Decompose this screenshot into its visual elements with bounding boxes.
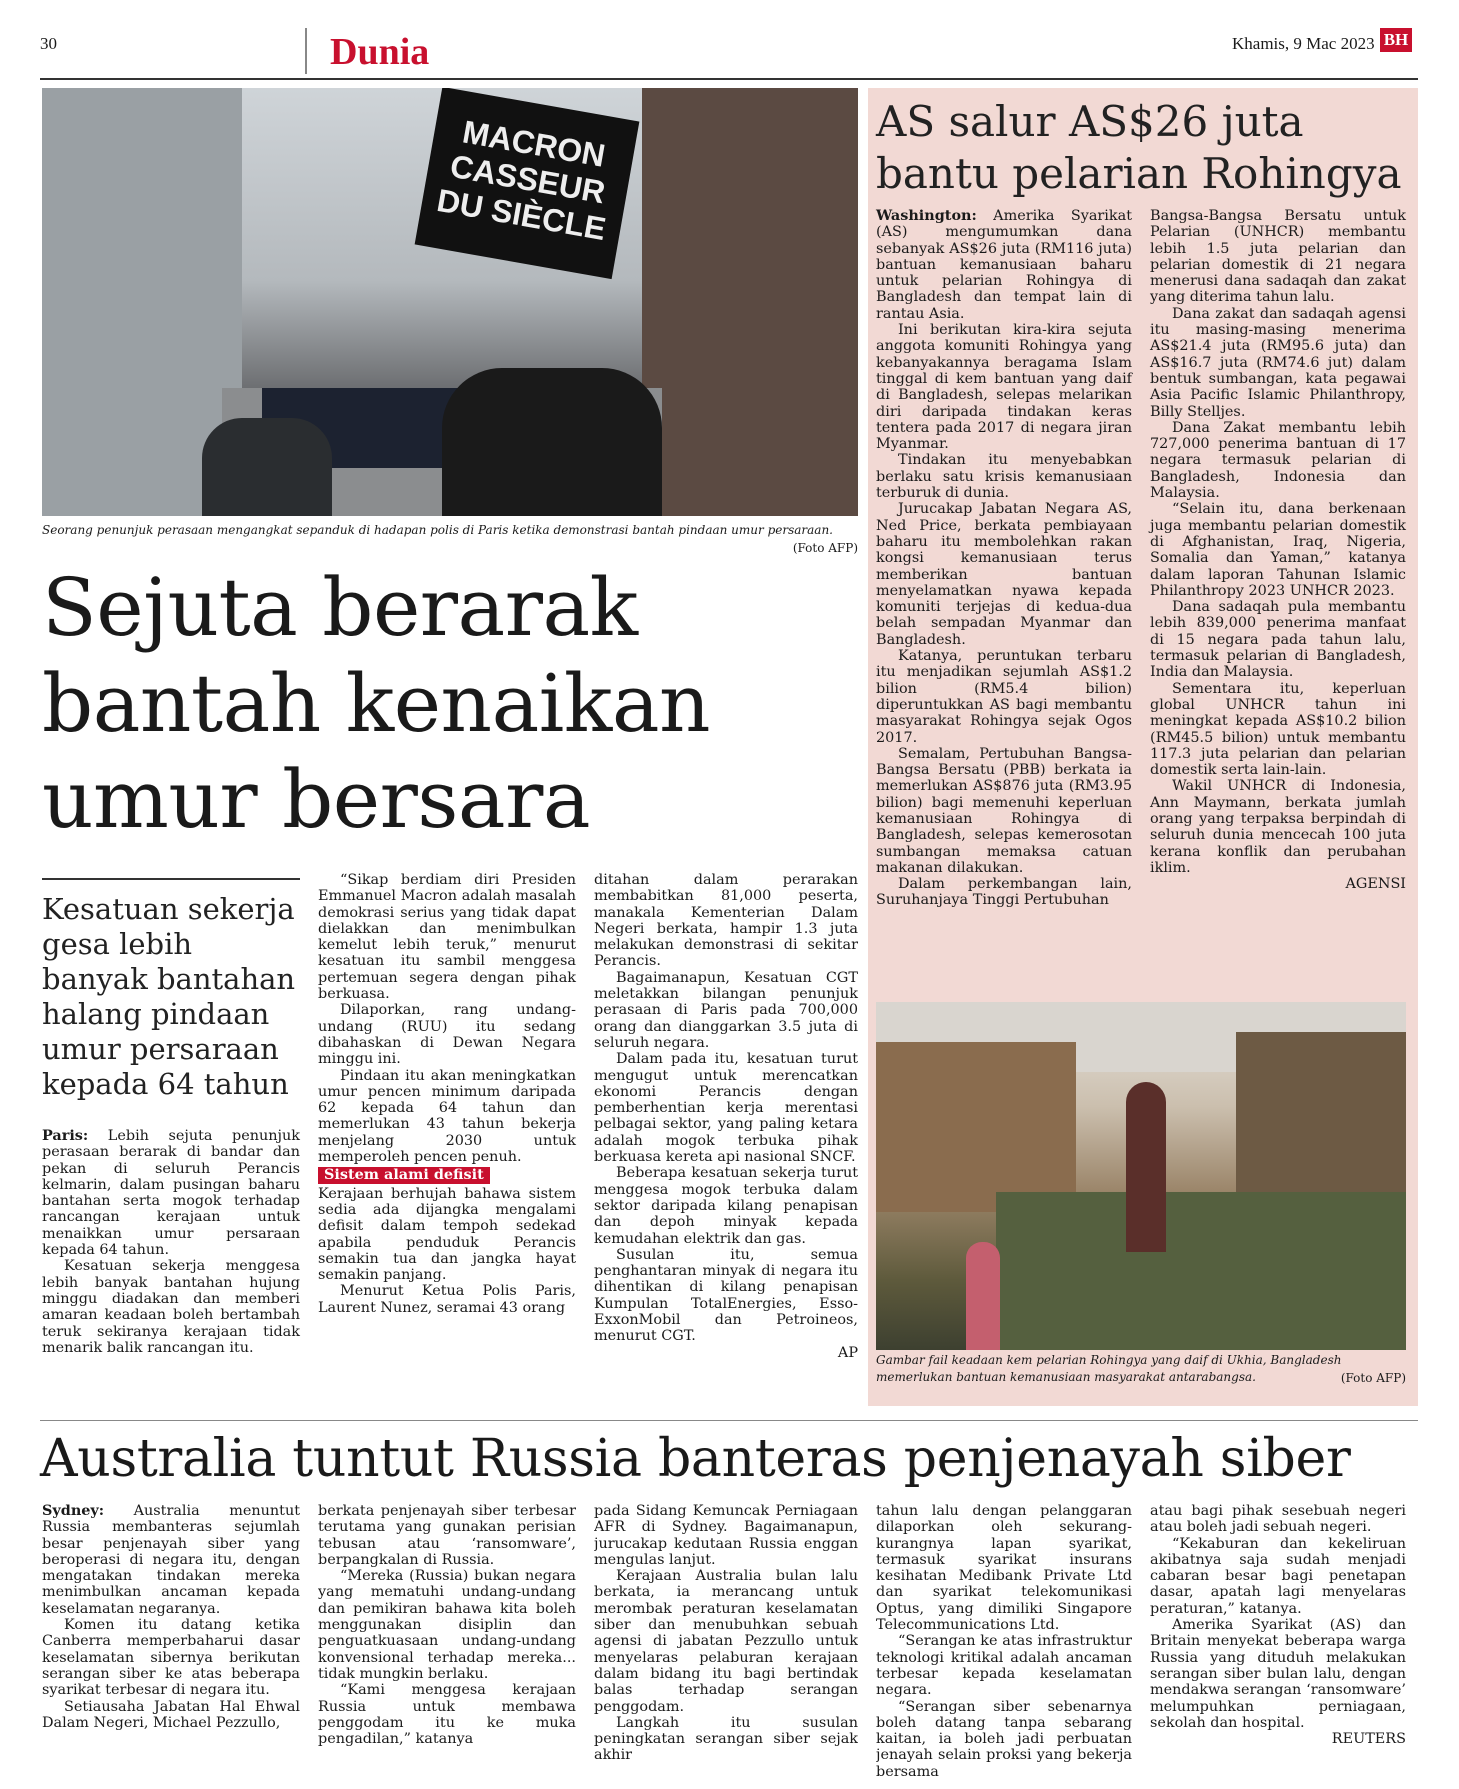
protest-sign: MACRON CASSEUR DU SIÈCLE (415, 88, 640, 279)
dateline: Paris: (42, 1127, 89, 1144)
subheadline: Kesatuan sekerja gesa lebih banyak bantahan halang pindaan umur persaraan kepada 64 tahun (42, 892, 296, 1101)
paragraph: Dilaporkan, rang undang-undang (RUU) itu sedang dibahaskan di Dewan Negara minggu ini. (318, 1002, 576, 1068)
paragraph (42, 1128, 300, 1258)
photo-hut-left (876, 1042, 1076, 1212)
paragraph: “Sikap berdiam diri Presiden Emmanuel Macron adalah masalah demokrasi serius yang tidak dapat dielakkan dan menimbulkan kemelut lebih teruk,” menurut kesatuan itu sambil menggesa pertemuan segera dengan pihak berkuasa. (318, 872, 576, 1003)
photo-protester (442, 368, 662, 516)
main-story-column-1 (42, 1128, 300, 1356)
paragraph: Ini berikutan kira-kira sejuta anggota komuniti Rohingya yang kebanyakannya beragama Islam tinggal di kem bantuan yang daif di Bangladesh, selepas melarikan diri daripada tindakan keras tentera pada 2017 di negara jiran Myanmar. (876, 322, 1132, 453)
paragraph: Tindakan itu menyebabkan berlaku satu krisis kemanusiaan terburuk di dunia. (876, 452, 1132, 502)
paragraph: Dalam perkembangan lain, Suruhanjaya Tinggi Pertubuhan (876, 876, 1132, 909)
paragraph: Dalam pada itu, kesatuan turut mengugut untuk merencatkan ekonomi Perancis dengan pemberhentian kerja merentasi pelbagai sektor, yang paling ketara adalah mogok terbuka pihak berkuasa kereta api nasional SNCF. (594, 1051, 858, 1166)
paragraph: Langkah itu susulan peningkatan serangan siber sejak akhir (594, 1714, 858, 1764)
main-story-column-3 (594, 872, 858, 1361)
paragraph: Jurucakap Jabatan Negara AS, Ned Price, berkata pembiayaan baharu itu membolehkan rakan kongsi kemanusiaan terus memberikan bantuan menyelamatkan nyawa kepada komuniti terjejas di kedua-dua belah sempadan Myanmar dan Bangladesh. (876, 501, 1132, 648)
paragraph: Dana zakat dan sadaqah agensi itu masing-masing menerima AS$21.4 juta (RM95.6 juta) dan AS$16.7 juta (RM74.6 jut) dalam bentuk sumbangan, kata pegawai Asia Pacific Islamic Philanthropy, Billy Stelljes. (1150, 305, 1406, 420)
section-title: Dunia (330, 31, 430, 73)
paragraph: Amerika Syarikat (AS) dan Britain menyekat beberapa warga Russia yang dituduh melakukan serangan siber bulan lalu, dengan mendakwa serangan ‘ransomware’ melumpuhkan perniagaan, sekolah dan hospital. (1150, 1617, 1406, 1731)
paragraph-text: Amerika Syarikat (AS) mengumumkan dana sebanyak AS$26 juta (RM116 juta) bantuan kemanusiaan baharu untuk pelarian Rohingya di Bangladesh dan tempat lain di rantau Asia. (876, 208, 1132, 322)
paragraph: tahun lalu dengan pelanggaran dilaporkan oleh sekurang-kurangnya lapan syarikat, termasuk syarikat insurans kesihatan Medibank Private Ltd dan syarikat telekomunikasi Optus, yang dimiliki Singapore Telecommunications Ltd. (876, 1503, 1132, 1634)
paragraph: berkata penjenayah siber terbesar terutama yang gunakan perisian tebusan atau ‘ransomware’, berpangkalan di Russia. (318, 1503, 576, 1568)
paragraph: Wakil UNHCR di Indonesia, Ann Maymann, berkata jumlah orang yang terpaksa berpindah di seluruh dunia mencecah 100 juta kerana konflik dan perubahan iklim. (1150, 778, 1406, 876)
publication-logo: BH (1380, 28, 1412, 52)
photo-cafe-facade (642, 88, 858, 516)
paragraph-text: Lebih sejuta penunjuk perasaan berarak di bandar dan pekan di seluruh Perancis kelmarin, dalam pusingan baharu bantahan serta mogok terhadap rancangan kerajaan untuk menaikkan umur persaraan kepada 64 tahun. (42, 1128, 300, 1259)
subheadline-rule (42, 878, 300, 880)
sidebar-column-2 (1150, 208, 1406, 892)
paragraph: ditahan dalam perarakan membabitkan 81,000 peserta, manakala Kementerian Dalam Negeri berkata, hampir 1.3 juta melakukan demonstrasi di sekitar Perancis. (594, 872, 858, 970)
paragraph: Kerajaan berhujah bahawa sistem sedia ada dijangka mengalami defisit dalam tempoh sedekad apabila penduduk Perancis semakin tua dan jangka hayat semakin panjang. (318, 1185, 576, 1284)
paragraph: “Serangan ke atas infrastruktur teknologi kritikal adalah ancaman terbesar kepada keselamatan negara. (876, 1633, 1132, 1699)
paragraph-text: Australia menuntut Russia membanteras sejumlah besar penjenayah siber yang beroperasi di negara itu, dengan mengatakan tindakan mereka menimbulkan ancaman kepada keselamatan negaranya. (42, 1503, 300, 1617)
paragraph: Kerajaan Australia bulan lalu berkata, ia merancang untuk merombak peraturan keselamatan siber dan menubuhkan sebuah agensi di jabatan Pezzullo untuk menyelaras pelaburan kerajaan dalam bidang itu bagi bertindak balas terhadap serangan penggodam. (594, 1568, 858, 1715)
refugee-camp-photo (876, 1002, 1406, 1350)
paragraph (876, 208, 1132, 322)
dateline: Sydney: (42, 1503, 105, 1519)
bottom-column-3 (594, 1503, 858, 1789)
section-label: Sistem alami defisit (318, 1167, 490, 1183)
bottom-column-1 (42, 1503, 300, 1789)
bottom-column-2 (318, 1503, 576, 1789)
paragraph: “Kami menggesa kerajaan Russia untuk membawa penggodam itu ke muka pengadilan,” katanya (318, 1682, 576, 1748)
paragraph: Kesatuan sekerja menggesa lebih banyak bantahan hujung minggu diadakan dan memberi amaran keadaan boleh bertambah teruk sekiranya kerajaan tidak menarik balik rancangan itu. (42, 1258, 300, 1356)
paragraph: “Kekaburan dan kekeliruan akibatnya saja sudah menjadi cabaran besar bagi penetapan dasar, apatah lagi menyelaras peraturan,” katanya. (1150, 1535, 1406, 1617)
issue-date: Khamis, 9 Mac 2023 (1232, 34, 1375, 53)
photo-child (966, 1242, 1000, 1350)
byline-agency: AGENSI (1345, 876, 1406, 893)
byline-agency: REUTERS (1331, 1731, 1406, 1748)
bottom-column-4 (876, 1503, 1132, 1789)
paragraph: Setiausaha Jabatan Hal Ehwal Dalam Negeri, Michael Pezzullo, (42, 1698, 300, 1731)
masthead-divider (305, 28, 307, 74)
paragraph: Menurut Ketua Polis Paris, Laurent Nunez, seramai 43 orang (318, 1283, 576, 1316)
dateline: Washington: (876, 207, 977, 224)
paragraph: Semalam, Pertubuhan Bangsa-Bangsa Bersatu (PBB) berkata ia memerlukan AS$876 juta (RM3.95 bilion) bagi memenuhi keperluan kemanusiaan Rohingya di Bangladesh, selepas kemerosotan sumbangan memaksa catuan makanan dilakukan. (876, 745, 1132, 876)
main-story-column-2 (318, 872, 576, 1316)
paragraph: Bangsa-Bangsa Bersatu untuk Pelarian (UNHCR) membantu lebih 1.5 juta pelarian dan pelarian domestik di 21 negara menerusi dana sadaqah dan zakat yang diterima tahun lalu. (1150, 208, 1406, 306)
paragraph: “Mereka (Russia) bukan negara yang mematuhi undang-undang dan pemikiran bahawa kita boleh menggunakan disiplin dan penguatkuasaan undang-undang konvensional terhadap mereka... tidak mungkin berlaku. (318, 1568, 576, 1682)
photo-flooded-path (996, 1192, 1406, 1350)
byline-agency: AP (837, 1344, 858, 1361)
photo-press-photographer (202, 418, 332, 516)
bottom-headline[interactable]: Australia tuntut Russia banteras penjenayah siber (40, 1429, 1351, 1489)
paragraph: Sementara itu, keperluan global UNHCR tahun ini meningkat kepada AS$10.2 bilion (RM45.5 bilion) untuk membantu 117.3 juta pelarian dan pelarian domestik serta lain-lain. (1150, 680, 1406, 779)
sidebar-headline[interactable]: AS salur AS$26 juta bantu pelarian Rohingya (876, 97, 1402, 198)
paragraph: Susulan itu, semua penghantaran minyak di negara itu dihentikan di kilang penapisan Kumpulan TotalEnergies, Esso-ExxonMobil dan Petroineos, menurut CGT. (594, 1246, 858, 1345)
paragraph: atau bagi pihak sesebuah negeri atau boleh jadi sebuah negeri. (1150, 1503, 1406, 1536)
sidebar-column-1 (876, 208, 1132, 909)
paragraph: Katanya, peruntukan terbaru itu menjadikan sejumlah AS$1.2 bilion (RM5.4 bilion) diperuntukkan AS bagi membantu masyarakat Rohingya sejak Ogos 2017. (876, 648, 1132, 746)
paragraph: pada Sidang Kemuncak Perniagaan AFR di Sydney. Bagaimanapun, jurucakap kedutaan Russia enggan mengulas lanjut. (594, 1503, 858, 1568)
photo-caption: Gambar fail keadaan kem pelarian Rohingya yang daif di Ukhia, Bangladesh memerlukan bantuan kemanusiaan masyarakat antarabangsa. (876, 1353, 1342, 1384)
masthead-rule (40, 78, 1418, 80)
photo-credit: (Foto AFP) (1340, 1371, 1406, 1385)
paragraph: Bagaimanapun, Kesatuan CGT meletakkan bilangan penunjuk perasaan di Paris pada 700,000 orang dan dianggarkan 3.5 juta di seluruh negara. (594, 969, 858, 1051)
bottom-story-rule (40, 1420, 1418, 1421)
protest-photo (42, 88, 858, 516)
paragraph (42, 1503, 300, 1617)
page-number: 30 (40, 34, 57, 53)
paragraph: Pindaan itu akan meningkatkan umur pencen minimum daripada 62 kepada 64 tahun dan memerlukan 43 tahun bekerja menjelang 2030 untuk memperoleh pencen penuh. (318, 1067, 576, 1166)
paragraph: Dana sadaqah pula membantu lebih 839,000 penerima manfaat di 15 negara pada tahun lalu, termasuk pelarian di Bangladesh, India dan Malaysia. (1150, 599, 1406, 681)
paragraph: “Selain itu, dana berkenaan juga membantu pelarian domestik di Afghanistan, Iraq, Nigeria, Somalia dan Yaman,” katanya dalam laporan Tahunan Islamic Philanthropy 2023 UNHCR 2023. (1150, 501, 1406, 599)
bottom-column-5 (1150, 1503, 1406, 1789)
paragraph: “Serangan siber sebenarnya boleh datang tanpa sebarang kaitan, ia boleh jadi perbuatan jenayah selain proksi yang bekerja bersama (876, 1698, 1132, 1780)
photo-girl-carrying-water (1126, 1082, 1166, 1252)
paragraph: Dana Zakat membantu lebih 727,000 penerima bantuan di 17 negara termasuk pelarian di Bangladesh, Indonesia dan Malaysia. (1150, 419, 1406, 502)
paragraph: Komen itu datang ketika Canberra memperbaharui dasar keselamatan sibernya berikutan serangan siber ke atas beberapa syarikat terbesar di negara itu. (42, 1617, 300, 1699)
paragraph: Beberapa kesatuan sekerja turut menggesa mogok terbuka dalam sektor daripada kilang penapisan dan depoh minyak kepada kemudahan elektrik dan gas. (594, 1165, 858, 1247)
photo-caption: Seorang penunjuk perasaan mengangkat sepanduk di hadapan polis di Paris ketika demonstrasi bantah pindaan umur persaraan. (42, 523, 833, 537)
photo-credit: (Foto AFP) (792, 541, 858, 555)
main-headline[interactable]: Sejuta berarak bantah kenaikan umur bersara (42, 561, 711, 846)
